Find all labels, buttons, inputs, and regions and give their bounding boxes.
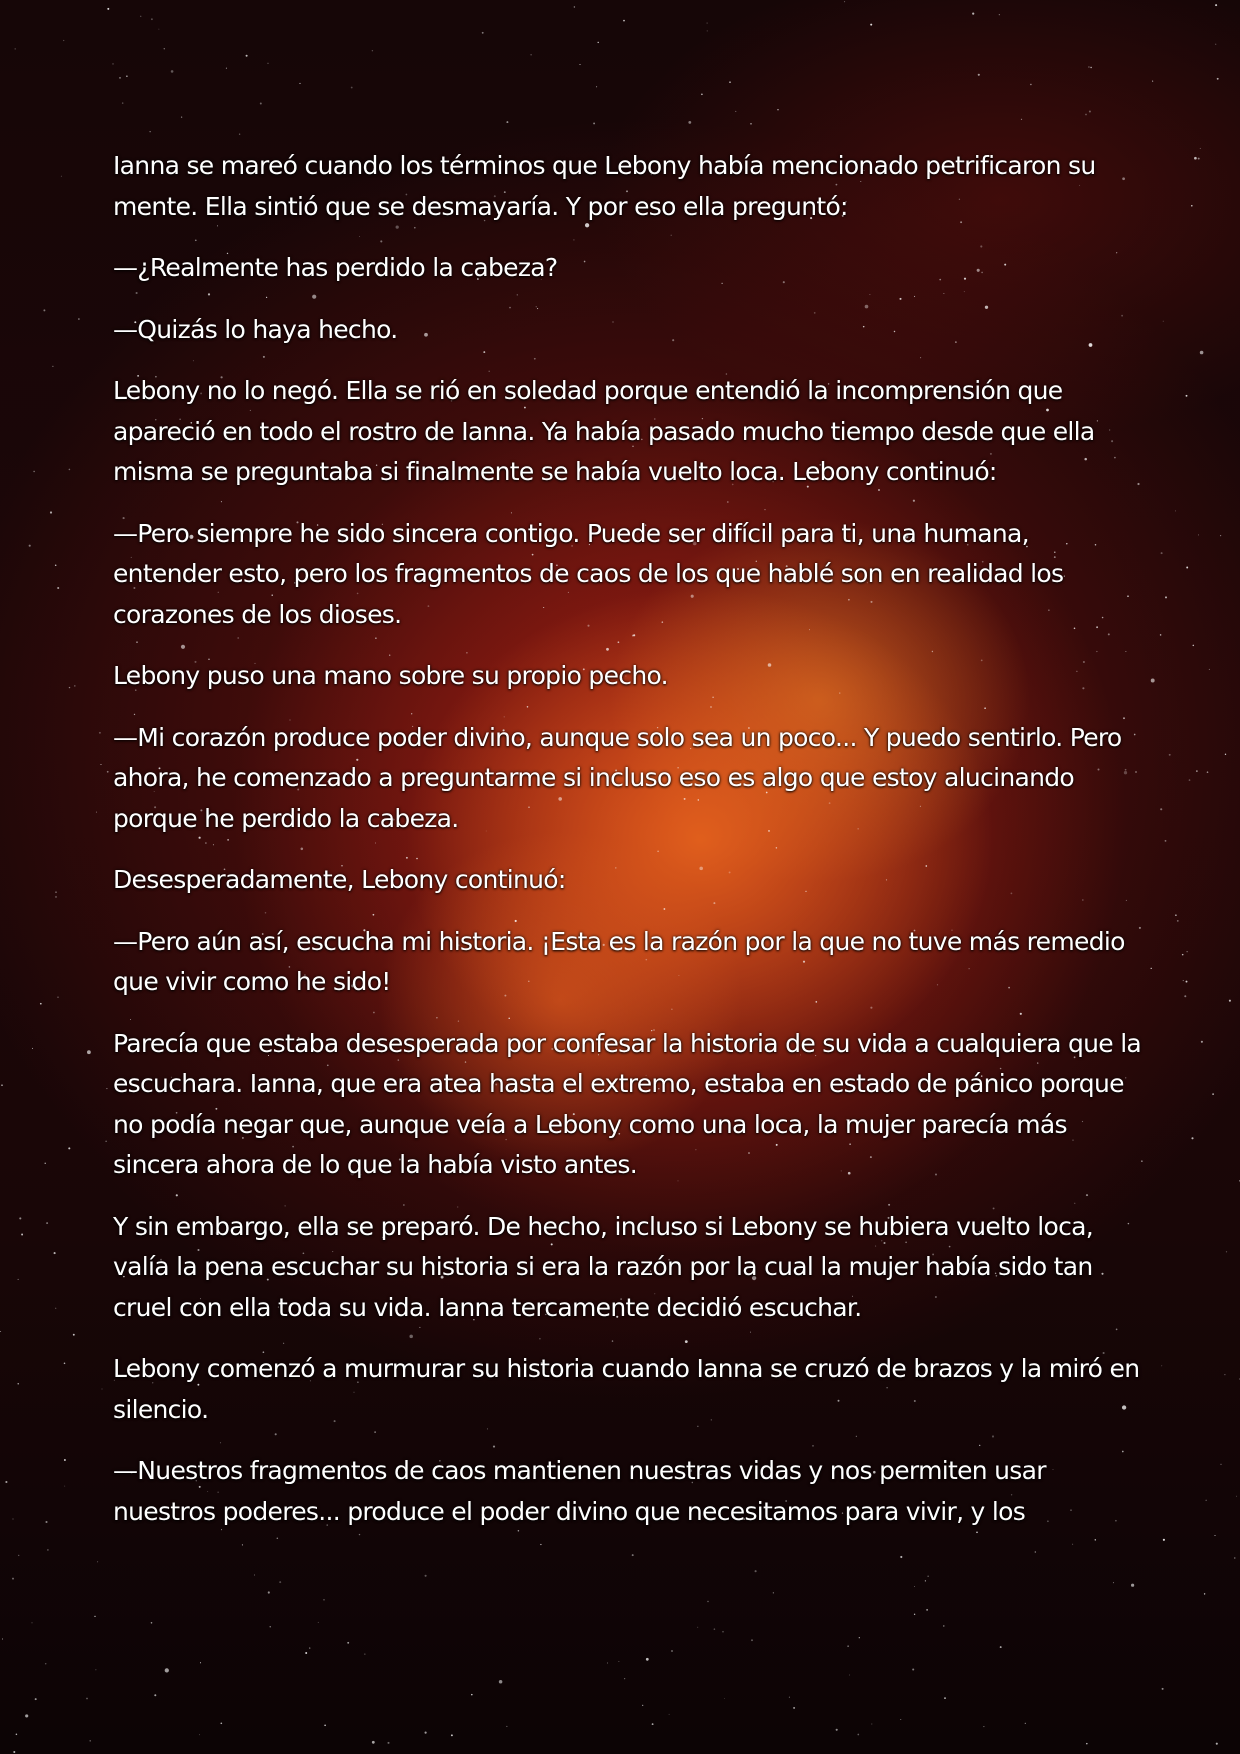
star [74, 685, 76, 687]
star [844, 1, 845, 2]
star [506, 1726, 507, 1727]
star [64, 1459, 66, 1461]
star [52, 366, 53, 367]
star [351, 87, 353, 89]
star [1215, 44, 1216, 45]
star [89, 1740, 90, 1741]
star [47, 1549, 49, 1551]
paragraph-8: Desesperadamente, Lebony continuó: [113, 865, 566, 894]
star [1198, 158, 1200, 160]
star [63, 40, 64, 41]
star [506, 121, 508, 123]
star [1201, 1041, 1203, 1043]
star [1189, 779, 1191, 781]
star [900, 1556, 902, 1558]
paragraph-1: Ianna se mareó cuando los términos que Lebony había mencionado petrificaron su mente. Ella sintió que se desmayaría. Y por eso ella preguntó: [113, 151, 1096, 221]
star [777, 109, 778, 110]
star [1225, 754, 1226, 755]
star [267, 63, 268, 64]
star [372, 50, 373, 51]
star [29, 545, 31, 547]
star [1131, 1584, 1134, 1587]
star [32, 1048, 33, 1049]
star [181, 116, 182, 117]
star [1086, 1743, 1088, 1745]
star [73, 1334, 75, 1336]
star [597, 42, 598, 43]
star [579, 64, 580, 65]
star [1088, 66, 1090, 68]
star [425, 1575, 427, 1577]
star [1220, 535, 1221, 536]
star [1161, 1365, 1162, 1366]
paragraph-7: —Mi corazón produce poder divino, aunque solo sea un poco... Y puedo sentirlo. Pero ahora, he comenzado a preguntarme si incluso eso es algo que estoy alucinando porque he perdido la cabeza. [113, 722, 1122, 833]
star [530, 54, 531, 55]
star [25, 1714, 28, 1717]
star [164, 48, 165, 49]
star [1113, 1582, 1114, 1583]
star [871, 1723, 872, 1724]
star [268, 1591, 270, 1593]
star [1187, 951, 1188, 952]
star [870, 24, 872, 26]
star [305, 1652, 307, 1654]
star [119, 77, 120, 78]
star [972, 13, 974, 15]
star [707, 1601, 708, 1602]
star [1182, 954, 1184, 956]
star [99, 732, 101, 734]
star [642, 1705, 643, 1706]
star [122, 102, 123, 103]
star [1186, 981, 1188, 983]
star [1163, 1539, 1165, 1541]
paragraph-3: —Quizás lo haya hecho. [113, 314, 398, 344]
star [347, 1642, 349, 1644]
star [33, 471, 34, 472]
star [1215, 4, 1217, 6]
star [12, 1518, 13, 1519]
star [1169, 754, 1171, 756]
paragraph-12: Lebony comenzó a murmurar su historia cuando Ianna se cruzó de brazos y la miró en silencio. [113, 1354, 1140, 1424]
star [983, 1726, 984, 1727]
star [1200, 351, 1204, 355]
star [849, 1675, 850, 1676]
star [200, 1662, 201, 1663]
paragraph-10: Parecía que estaba desesperada por confesar la historia de su vida a cualquiera que la escuchara. Ianna, que era atea hasta el extremo, estaba en estado de pánico porque no podía negar que, aunque veía a Lebony como una loca, la mujer parecía más sincera ahora de lo que la había visto antes. [113, 1028, 1142, 1179]
paragraph-6: Lebony puso una mano sobre su propio pecho. [113, 661, 668, 690]
star [714, 1628, 716, 1630]
star [999, 14, 1000, 15]
star [623, 20, 625, 22]
star [471, 1694, 473, 1696]
star [45, 1663, 46, 1664]
star [773, 1592, 774, 1593]
star [646, 1658, 649, 1661]
star [1160, 808, 1162, 810]
star [87, 1050, 91, 1054]
star [925, 1580, 926, 1581]
star [928, 1576, 929, 1577]
star [1224, 1374, 1225, 1375]
star [69, 469, 71, 471]
star [43, 309, 45, 311]
star [126, 76, 127, 77]
star [102, 1389, 103, 1390]
star [309, 1647, 310, 1648]
star [32, 1622, 33, 1623]
star [1175, 914, 1177, 916]
star [707, 30, 708, 31]
star [451, 1734, 453, 1736]
star [107, 771, 109, 773]
star [140, 16, 141, 17]
star [35, 1698, 37, 1700]
paragraph-11: Y sin embargo, ella se preparó. De hecho, incluso si Lebony se hubiera vuelto loca, valía la pena escuchar su historia si era la razón por la cual la mujer había sido tan cruel con ella toda su vida. Ianna tercamente decidió escuchar. [113, 1211, 1093, 1322]
star [1175, 510, 1176, 511]
star [1090, 67, 1091, 68]
star [593, 122, 595, 124]
star [199, 1734, 200, 1735]
star [978, 74, 980, 76]
star [607, 1663, 608, 1664]
star [619, 1661, 620, 1662]
star [78, 318, 80, 320]
star [1214, 1535, 1215, 1536]
star [1183, 980, 1184, 981]
star [751, 1639, 753, 1641]
star [1194, 157, 1197, 160]
star [669, 1714, 670, 1715]
star [364, 1654, 365, 1655]
star [260, 103, 262, 105]
star [1151, 968, 1152, 969]
star [55, 565, 57, 567]
star [270, 1626, 271, 1627]
star [1151, 679, 1155, 683]
star [914, 1614, 915, 1615]
star [926, 1609, 928, 1611]
star [21, 1234, 23, 1236]
star [55, 896, 57, 898]
star [64, 1363, 66, 1365]
star [15, 48, 16, 49]
star [86, 1698, 88, 1700]
star [279, 1581, 281, 1583]
star [94, 1616, 95, 1617]
star [1217, 78, 1219, 80]
star [57, 996, 59, 998]
star [707, 23, 708, 24]
star [55, 891, 56, 892]
star [1160, 634, 1162, 636]
star [19, 1217, 21, 1219]
star [1236, 1496, 1237, 1497]
star [55, 1308, 56, 1309]
star [1191, 1137, 1193, 1139]
star [154, 1694, 156, 1696]
star [95, 1669, 96, 1670]
star [45, 1163, 46, 1164]
paragraph-9: —Pero aún así, escucha mi historia. ¡Esta es la razón por la que no tuve más remedio que vivir como he sido! [113, 926, 1125, 996]
star [1184, 995, 1186, 997]
star [1177, 920, 1179, 922]
star [574, 6, 575, 7]
star [1209, 669, 1210, 670]
star [372, 1741, 375, 1744]
star [1226, 1251, 1227, 1252]
star [697, 1627, 698, 1628]
star [165, 1668, 169, 1672]
star [1193, 645, 1195, 647]
star [318, 1622, 319, 1623]
star [1206, 1500, 1207, 1501]
star [1163, 321, 1164, 322]
star [151, 18, 153, 20]
star [299, 83, 300, 84]
star [1196, 770, 1197, 771]
star [68, 1147, 70, 1149]
paragraph-4: Lebony no lo negó. Ella se rió en soledad porque entendió la incomprensión que apareció en todo el rostro de Ianna. Ya había pasado mucho tiempo desde que ella misma se preguntaba si finalmente se había vuelto loca. Lebony continuó: [113, 376, 1095, 486]
star [755, 1570, 757, 1572]
star [69, 687, 70, 688]
star [1000, 1646, 1002, 1648]
star [254, 1574, 255, 1575]
star [624, 1678, 625, 1679]
star [106, 1088, 107, 1089]
star [1152, 81, 1153, 82]
star [57, 587, 59, 589]
star [61, 176, 62, 177]
star [859, 1637, 860, 1638]
star [323, 1599, 325, 1601]
star [159, 29, 160, 30]
star [1207, 771, 1209, 773]
star [1162, 1688, 1164, 1690]
star [1186, 567, 1188, 569]
star [1216, 1743, 1218, 1745]
star [150, 131, 151, 132]
star [722, 1631, 724, 1633]
star [1085, 114, 1087, 116]
star [54, 1252, 56, 1254]
paragraph-2: —¿Realmente has perdido la cabeza? [113, 253, 558, 282]
star [1220, 1464, 1221, 1465]
document-body [113, 146, 1143, 1553]
star [499, 1680, 503, 1684]
star [13, 1751, 15, 1753]
star [1165, 840, 1167, 842]
star [1191, 205, 1193, 207]
star [18, 1383, 19, 1384]
star [50, 511, 52, 513]
star [1021, 119, 1022, 120]
star [652, 1723, 654, 1725]
star [836, 1729, 838, 1731]
star [387, 1742, 389, 1744]
star [2, 1638, 3, 1639]
star [46, 1222, 48, 1224]
star [18, 1279, 19, 1280]
star [632, 1554, 634, 1556]
star [18, 1555, 19, 1556]
star [750, 123, 752, 125]
star [1, 1084, 3, 1086]
star [1030, 84, 1031, 85]
star [735, 111, 736, 112]
star [226, 68, 227, 69]
star [16, 1734, 18, 1736]
star [12, 1578, 14, 1580]
star [220, 1722, 222, 1724]
star [1204, 1593, 1205, 1594]
star [847, 1645, 848, 1646]
star [724, 1698, 725, 1699]
star [45, 1521, 47, 1523]
star [944, 1697, 946, 1699]
star [1200, 148, 1201, 149]
star [857, 1734, 859, 1736]
star [324, 1725, 326, 1727]
star [1089, 110, 1091, 112]
star [1198, 534, 1199, 535]
star [1165, 596, 1167, 598]
star [914, 1586, 915, 1587]
paragraph-13: —Nuestros fragmentos de caos mantienen nuestras vidas y nos permiten usar nuestros poderes... produce el poder divino que necesitamos para vivir, y los [113, 1456, 1046, 1526]
star [1025, 1723, 1026, 1724]
star [171, 70, 174, 73]
star [701, 93, 703, 95]
star [107, 8, 109, 10]
star [246, 55, 248, 57]
star [425, 1732, 427, 1734]
star [101, 764, 102, 765]
star [112, 63, 114, 65]
star [96, 812, 97, 813]
star [482, 32, 484, 34]
star [0, 1331, 1, 1332]
star [729, 81, 731, 83]
star [1212, 1093, 1214, 1095]
star [912, 1668, 914, 1670]
paragraph-5: —Pero siempre he sido sincera contigo. Puede ser difícil para ti, una humana, entender esto, pero los fragmentos de caos de los que hablé son en realidad los corazones de los dioses. [113, 518, 1064, 629]
star [943, 1625, 944, 1626]
star [40, 1003, 42, 1005]
star [793, 1707, 795, 1709]
star [1161, 552, 1163, 554]
star [97, 1561, 98, 1562]
star [1186, 395, 1188, 397]
star [671, 1650, 672, 1651]
star [688, 121, 691, 124]
star [1234, 1557, 1235, 1558]
star [105, 1141, 106, 1142]
star [64, 1486, 65, 1487]
star [789, 1697, 790, 1698]
star [900, 1719, 901, 1720]
star [239, 134, 240, 135]
star [1229, 1000, 1231, 1002]
star [596, 86, 597, 87]
star [5, 1481, 7, 1483]
star [151, 1622, 153, 1624]
